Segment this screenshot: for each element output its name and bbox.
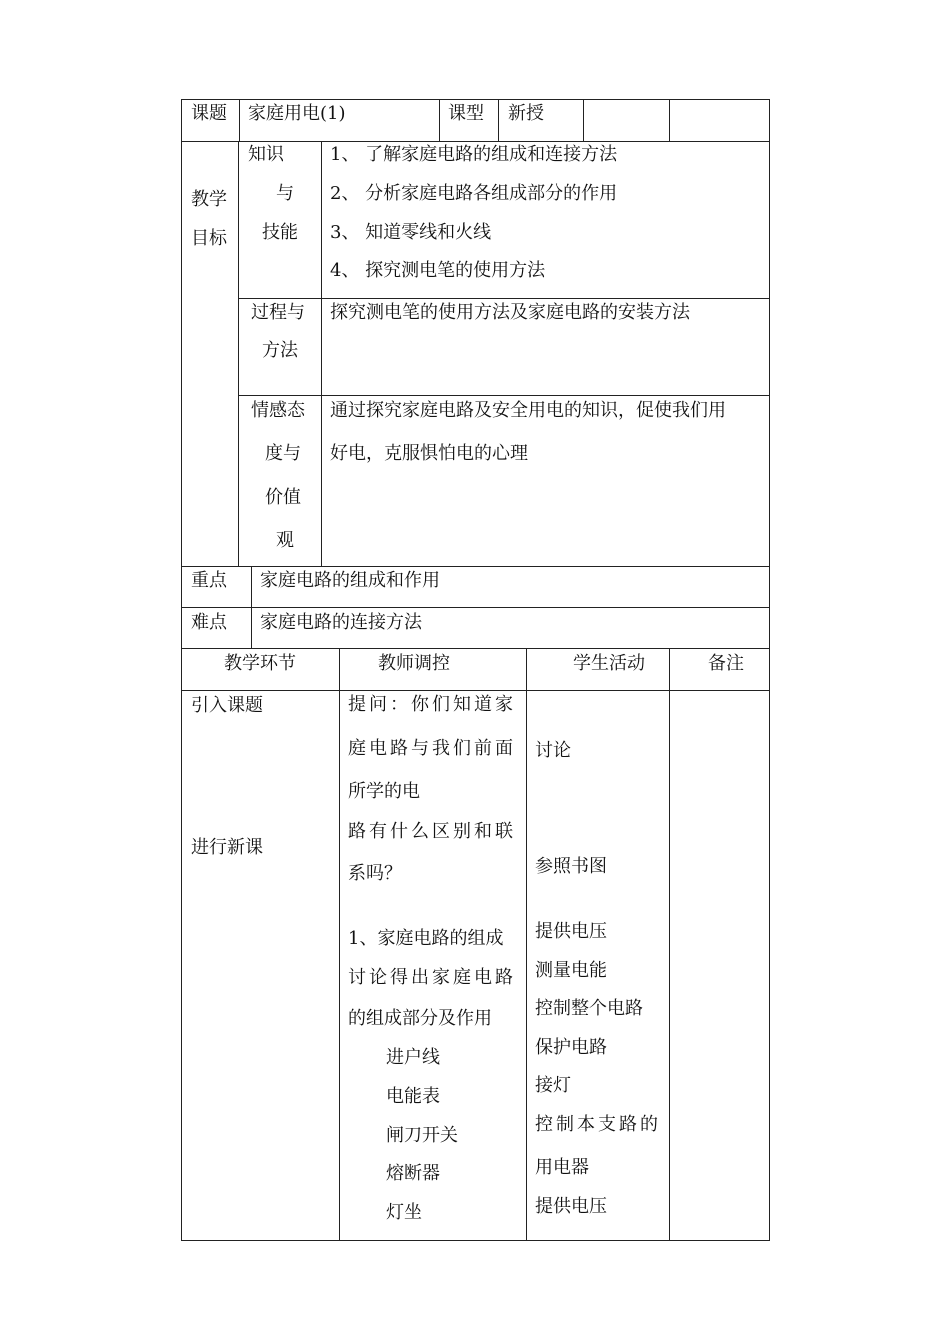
emotion-label: 度与 [265,443,301,464]
table-border-right [769,99,770,1241]
teacher-question: 提问：你们知道家 [348,694,516,715]
topic-value: 家庭用电(1) [248,103,346,124]
student-activity: 讨论 [535,740,571,761]
emotion-label: 观 [276,530,294,551]
student-function: 测量电能 [535,960,607,981]
key-point-label: 重点 [191,570,227,591]
table-rule [669,99,670,142]
table-rule [181,648,770,649]
teacher-question: 路有什么区别和联 [348,821,516,842]
table-border-top [181,99,770,100]
process-label: 方法 [262,340,298,361]
table-rule [583,99,584,142]
component-item: 进户线 [386,1047,440,1068]
column-header: 备注 [708,653,744,674]
process-label: 过程与 [251,302,305,323]
table-rule [238,395,770,396]
emotion-label: 情感态 [251,400,305,421]
table-rule [321,141,322,567]
column-header: 教学环节 [224,653,296,674]
student-activity: 参照书图 [535,856,607,877]
table-rule [239,99,240,142]
table-rule [181,690,770,691]
objectives-label: 目标 [191,228,227,249]
column-header: 教师调控 [378,653,450,674]
student-function: 用电器 [535,1157,589,1178]
type-value: 新授 [508,103,544,124]
student-function: 保护电路 [535,1037,607,1058]
process-text: 探究测电笔的使用方法及家庭电路的安装方法 [330,302,690,323]
table-border-left [181,99,182,1241]
table-rule [339,648,340,1241]
component-item: 灯坐 [386,1202,422,1223]
table-rule [251,566,252,649]
teacher-section: 讨论得出家庭电路 [348,967,516,988]
knowledge-label: 知识 [248,144,284,165]
knowledge-label: 与 [276,183,294,204]
teacher-question: 系吗？ [348,863,402,884]
student-function: 提供电压 [535,1196,607,1217]
student-function: 提供电压 [535,921,607,942]
emotion-text: 通过探究家庭电路及安全用电的知识，促使我们用 [330,400,726,421]
teacher-question: 庭电路与我们前面 [348,738,516,759]
knowledge-item: 4、 探究测电笔的使用方法 [330,260,546,281]
teacher-section: 的组成部分及作用 [348,1008,492,1029]
table-rule [238,298,770,299]
emotion-label: 价值 [265,487,301,508]
knowledge-item: 3、 知道零线和火线 [330,222,492,243]
table-rule [181,566,770,567]
difficulty-text: 家庭电路的连接方法 [260,612,422,633]
table-rule [238,141,239,567]
objectives-label: 教学 [191,189,227,210]
stage-label: 引入课题 [191,695,263,716]
table-rule [498,99,499,142]
knowledge-item: 1、 了解家庭电路的组成和连接方法 [330,144,618,165]
table-rule [669,648,670,1241]
table-border-bottom [181,1240,770,1241]
component-item: 闸刀开关 [386,1125,458,1146]
key-point-text: 家庭电路的组成和作用 [260,570,440,591]
difficulty-label: 难点 [191,612,227,633]
table-rule [439,99,440,142]
student-function: 接灯 [535,1075,571,1096]
knowledge-label: 技能 [262,222,298,243]
teacher-section: 1、家庭电路的组成 [348,928,504,949]
table-rule [526,648,527,1241]
teacher-question: 所学的电 [348,781,420,802]
component-item: 电能表 [386,1086,440,1107]
type-label: 课型 [448,103,484,124]
student-function: 控制本支路的 [535,1114,661,1135]
table-rule [181,141,770,142]
column-header: 学生活动 [573,653,645,674]
component-item: 熔断器 [386,1163,440,1184]
table-rule [181,607,770,608]
student-function: 控制整个电路 [535,998,643,1019]
topic-label: 课题 [191,103,227,124]
emotion-text: 好电，克服惧怕电的心理 [330,443,528,464]
stage-label: 进行新课 [191,837,263,858]
knowledge-item: 2、 分析家庭电路各组成部分的作用 [330,183,618,204]
